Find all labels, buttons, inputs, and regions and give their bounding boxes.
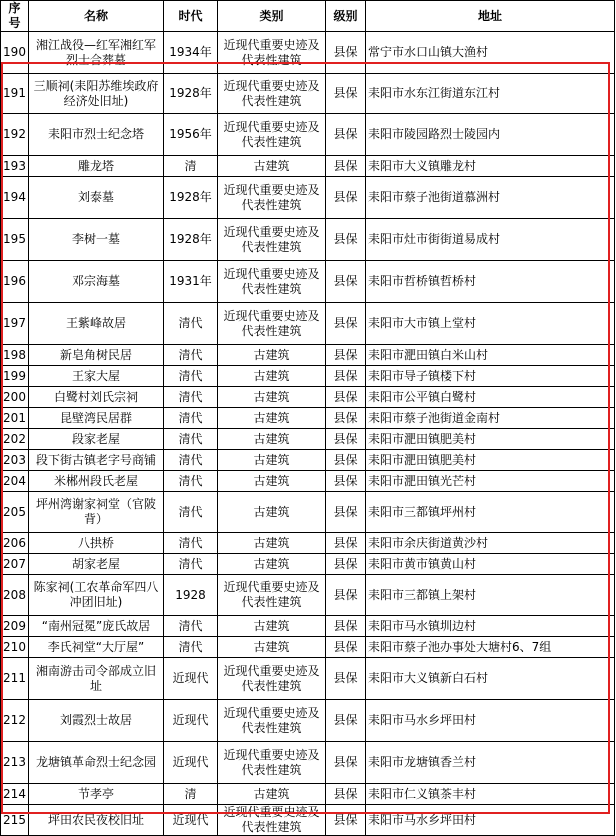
row-name: 李树一墓 — [29, 219, 164, 261]
row-level: 县保 — [326, 658, 366, 700]
row-category: 古建筑 — [218, 492, 326, 533]
row-address: 耒阳市马水镇圳边村 — [366, 616, 615, 637]
row-era: 清 — [164, 156, 218, 177]
row-address: 耒阳市蔡子池办事处大塘村6、7组 — [366, 637, 615, 658]
row-era: 近现代 — [164, 700, 218, 742]
row-number: 213 — [1, 742, 29, 784]
row-name: 昆壁湾民居群 — [29, 408, 164, 429]
row-address: 耒阳市大市镇上堂村 — [366, 303, 615, 345]
row-name: “南州冠冕”庞氏故居 — [29, 616, 164, 637]
row-name: 刘霞烈士故居 — [29, 700, 164, 742]
row-level: 县保 — [326, 700, 366, 742]
row-level: 县保 — [326, 554, 366, 575]
row-address: 耒阳市马水乡坪田村 — [366, 700, 615, 742]
row-level: 县保 — [326, 533, 366, 554]
header-level: 级别 — [326, 1, 366, 32]
row-category: 近现代重要史迹及代表性建筑 — [218, 700, 326, 742]
table-row — [1, 114, 615, 156]
row-name: 胡家老屋 — [29, 554, 164, 575]
row-number: 205 — [1, 492, 29, 533]
row-level: 县保 — [326, 742, 366, 784]
row-category: 古建筑 — [218, 471, 326, 492]
row-number: 198 — [1, 345, 29, 366]
row-level: 县保 — [326, 450, 366, 471]
table-row — [1, 261, 615, 303]
row-address: 耒阳市哲桥镇哲桥村 — [366, 261, 615, 303]
row-category: 古建筑 — [218, 429, 326, 450]
row-category: 近现代重要史迹及代表性建筑 — [218, 114, 326, 156]
row-era: 1928 — [164, 575, 218, 616]
table-row — [1, 784, 615, 805]
row-name: 米郴州段氏老屋 — [29, 471, 164, 492]
row-address: 耒阳市龙塘镇香兰村 — [366, 742, 615, 784]
table-row — [1, 74, 615, 114]
row-name: 三顺祠(耒阳苏维埃政府经济处旧址) — [29, 74, 164, 114]
row-number: 199 — [1, 366, 29, 387]
table-row — [1, 429, 615, 450]
table-row — [1, 533, 615, 554]
row-number: 200 — [1, 387, 29, 408]
row-era: 清代 — [164, 616, 218, 637]
row-name: 湘江战役—红军湘红军烈士合葬墓 — [29, 32, 164, 74]
table-row — [1, 303, 615, 345]
row-address: 耒阳市大义镇雕龙村 — [366, 156, 615, 177]
row-category: 近现代重要史迹及代表性建筑 — [218, 805, 326, 836]
row-category: 古建筑 — [218, 784, 326, 805]
row-category: 古建筑 — [218, 345, 326, 366]
row-address: 耒阳市蔡子池街道慕洲村 — [366, 177, 615, 219]
row-level: 县保 — [326, 156, 366, 177]
row-name: 王家大屋 — [29, 366, 164, 387]
row-level: 县保 — [326, 74, 366, 114]
table-row — [1, 156, 615, 177]
row-category: 近现代重要史迹及代表性建筑 — [218, 303, 326, 345]
row-name: 陈家祠(工农革命军四八冲团旧址) — [29, 575, 164, 616]
row-level: 县保 — [326, 219, 366, 261]
header-era: 时代 — [164, 1, 218, 32]
header-num: 序号 — [1, 1, 29, 32]
row-category: 近现代重要史迹及代表性建筑 — [218, 32, 326, 74]
row-era: 近现代 — [164, 742, 218, 784]
row-category: 近现代重要史迹及代表性建筑 — [218, 658, 326, 700]
table-row — [1, 450, 615, 471]
row-category: 近现代重要史迹及代表性建筑 — [218, 177, 326, 219]
row-level: 县保 — [326, 387, 366, 408]
row-level: 县保 — [326, 366, 366, 387]
row-name: 耒阳市烈士纪念塔 — [29, 114, 164, 156]
row-number: 207 — [1, 554, 29, 575]
row-address: 耒阳市导子镇楼下村 — [366, 366, 615, 387]
row-address: 耒阳市陵园路烈士陵园内 — [366, 114, 615, 156]
row-name: 段家老屋 — [29, 429, 164, 450]
row-era: 清代 — [164, 345, 218, 366]
row-address: 耒阳市灶市街街道易成村 — [366, 219, 615, 261]
row-name: 龙塘镇革命烈士纪念园 — [29, 742, 164, 784]
row-category: 古建筑 — [218, 533, 326, 554]
row-level: 县保 — [326, 637, 366, 658]
row-name: 八拱桥 — [29, 533, 164, 554]
row-name: 段下街古镇老字号商铺 — [29, 450, 164, 471]
row-level: 县保 — [326, 408, 366, 429]
row-level: 县保 — [326, 345, 366, 366]
header-address: 地址 — [366, 1, 615, 32]
row-era: 清代 — [164, 387, 218, 408]
row-era: 清代 — [164, 408, 218, 429]
row-era: 1934年 — [164, 32, 218, 74]
row-level: 县保 — [326, 32, 366, 74]
row-number: 206 — [1, 533, 29, 554]
table-row — [1, 387, 615, 408]
row-level: 县保 — [326, 261, 366, 303]
row-level: 县保 — [326, 114, 366, 156]
table-row — [1, 471, 615, 492]
table-row — [1, 345, 615, 366]
row-category: 古建筑 — [218, 387, 326, 408]
row-address: 耒阳市蔡子池街道金南村 — [366, 408, 615, 429]
row-name: 雕龙塔 — [29, 156, 164, 177]
table-row — [1, 408, 615, 429]
row-address: 耒阳市余庆街道黄沙村 — [366, 533, 615, 554]
row-address: 耒阳市淝田镇光芒村 — [366, 471, 615, 492]
row-level: 县保 — [326, 805, 366, 836]
row-era: 1928年 — [164, 219, 218, 261]
row-name: 邓宗海墓 — [29, 261, 164, 303]
row-era: 清代 — [164, 492, 218, 533]
row-number: 215 — [1, 805, 29, 836]
row-category: 古建筑 — [218, 408, 326, 429]
header-name: 名称 — [29, 1, 164, 32]
row-address: 耒阳市仁义镇茶丰村 — [366, 784, 615, 805]
row-era: 清 — [164, 784, 218, 805]
table-row — [1, 554, 615, 575]
row-address: 耒阳市公平镇白鹭村 — [366, 387, 615, 408]
row-era: 清代 — [164, 533, 218, 554]
row-era: 清代 — [164, 471, 218, 492]
table-row — [1, 492, 615, 533]
row-level: 县保 — [326, 303, 366, 345]
row-number: 190 — [1, 32, 29, 74]
row-level: 县保 — [326, 616, 366, 637]
table-row — [1, 658, 615, 700]
row-name: 坪田农民夜校旧址 — [29, 805, 164, 836]
row-category: 古建筑 — [218, 156, 326, 177]
row-category: 古建筑 — [218, 554, 326, 575]
row-number: 212 — [1, 700, 29, 742]
row-level: 县保 — [326, 575, 366, 616]
row-category: 近现代重要史迹及代表性建筑 — [218, 74, 326, 114]
row-name: 李氏祠堂“大厅屋” — [29, 637, 164, 658]
row-name: 湘南游击司令部成立旧址 — [29, 658, 164, 700]
row-era: 1956年 — [164, 114, 218, 156]
row-era: 1928年 — [164, 177, 218, 219]
row-category: 古建筑 — [218, 366, 326, 387]
row-address: 耒阳市淝田镇肥美村 — [366, 450, 615, 471]
row-name: 王紫峰故居 — [29, 303, 164, 345]
row-address: 耒阳市淝田镇白米山村 — [366, 345, 615, 366]
row-number: 201 — [1, 408, 29, 429]
header-category: 类别 — [218, 1, 326, 32]
table-row — [1, 575, 615, 616]
row-era: 清代 — [164, 429, 218, 450]
row-number: 204 — [1, 471, 29, 492]
row-number: 195 — [1, 219, 29, 261]
row-address: 耒阳市黄市镇黄山村 — [366, 554, 615, 575]
row-address: 耒阳市三都镇坪州村 — [366, 492, 615, 533]
row-category: 近现代重要史迹及代表性建筑 — [218, 219, 326, 261]
row-address: 耒阳市三都镇上架村 — [366, 575, 615, 616]
row-name: 节孝亭 — [29, 784, 164, 805]
table-body — [1, 32, 615, 836]
row-category: 古建筑 — [218, 616, 326, 637]
row-number: 193 — [1, 156, 29, 177]
row-level: 县保 — [326, 471, 366, 492]
row-number: 194 — [1, 177, 29, 219]
row-era: 清代 — [164, 303, 218, 345]
row-number: 196 — [1, 261, 29, 303]
row-era: 近现代 — [164, 805, 218, 836]
row-number: 192 — [1, 114, 29, 156]
row-address: 耒阳市大义镇新白石村 — [366, 658, 615, 700]
row-number: 202 — [1, 429, 29, 450]
row-name: 新皂角树民居 — [29, 345, 164, 366]
table-row — [1, 219, 615, 261]
row-era: 1928年 — [164, 74, 218, 114]
row-era: 清代 — [164, 450, 218, 471]
row-era: 1931年 — [164, 261, 218, 303]
row-era: 清代 — [164, 366, 218, 387]
row-era: 清代 — [164, 637, 218, 658]
row-number: 191 — [1, 74, 29, 114]
table-row — [1, 700, 615, 742]
table-row — [1, 742, 615, 784]
row-name: 坪州湾谢家祠堂（官陂背） — [29, 492, 164, 533]
row-era: 近现代 — [164, 658, 218, 700]
row-address: 常宁市水口山镇大渔村 — [366, 32, 615, 74]
row-number: 209 — [1, 616, 29, 637]
row-number: 214 — [1, 784, 29, 805]
row-address: 耒阳市淝田镇肥美村 — [366, 429, 615, 450]
row-number: 208 — [1, 575, 29, 616]
row-name: 刘泰墓 — [29, 177, 164, 219]
row-number: 211 — [1, 658, 29, 700]
header-row — [1, 1, 615, 32]
row-number: 203 — [1, 450, 29, 471]
row-category: 古建筑 — [218, 637, 326, 658]
row-number: 210 — [1, 637, 29, 658]
table-row — [1, 805, 615, 836]
row-level: 县保 — [326, 784, 366, 805]
row-category: 古建筑 — [218, 450, 326, 471]
row-address: 耒阳市水东江街道东江村 — [366, 74, 615, 114]
row-category: 近现代重要史迹及代表性建筑 — [218, 261, 326, 303]
table-row — [1, 177, 615, 219]
row-category: 近现代重要史迹及代表性建筑 — [218, 575, 326, 616]
row-level: 县保 — [326, 177, 366, 219]
row-level: 县保 — [326, 492, 366, 533]
row-level: 县保 — [326, 429, 366, 450]
table-row — [1, 616, 615, 637]
table-row — [1, 32, 615, 74]
row-name: 白鹭村刘氏宗祠 — [29, 387, 164, 408]
table-row — [1, 366, 615, 387]
row-era: 清代 — [164, 554, 218, 575]
row-category: 近现代重要史迹及代表性建筑 — [218, 742, 326, 784]
row-number: 197 — [1, 303, 29, 345]
row-address: 耒阳市马水乡坪田村 — [366, 805, 615, 836]
table-row — [1, 637, 615, 658]
